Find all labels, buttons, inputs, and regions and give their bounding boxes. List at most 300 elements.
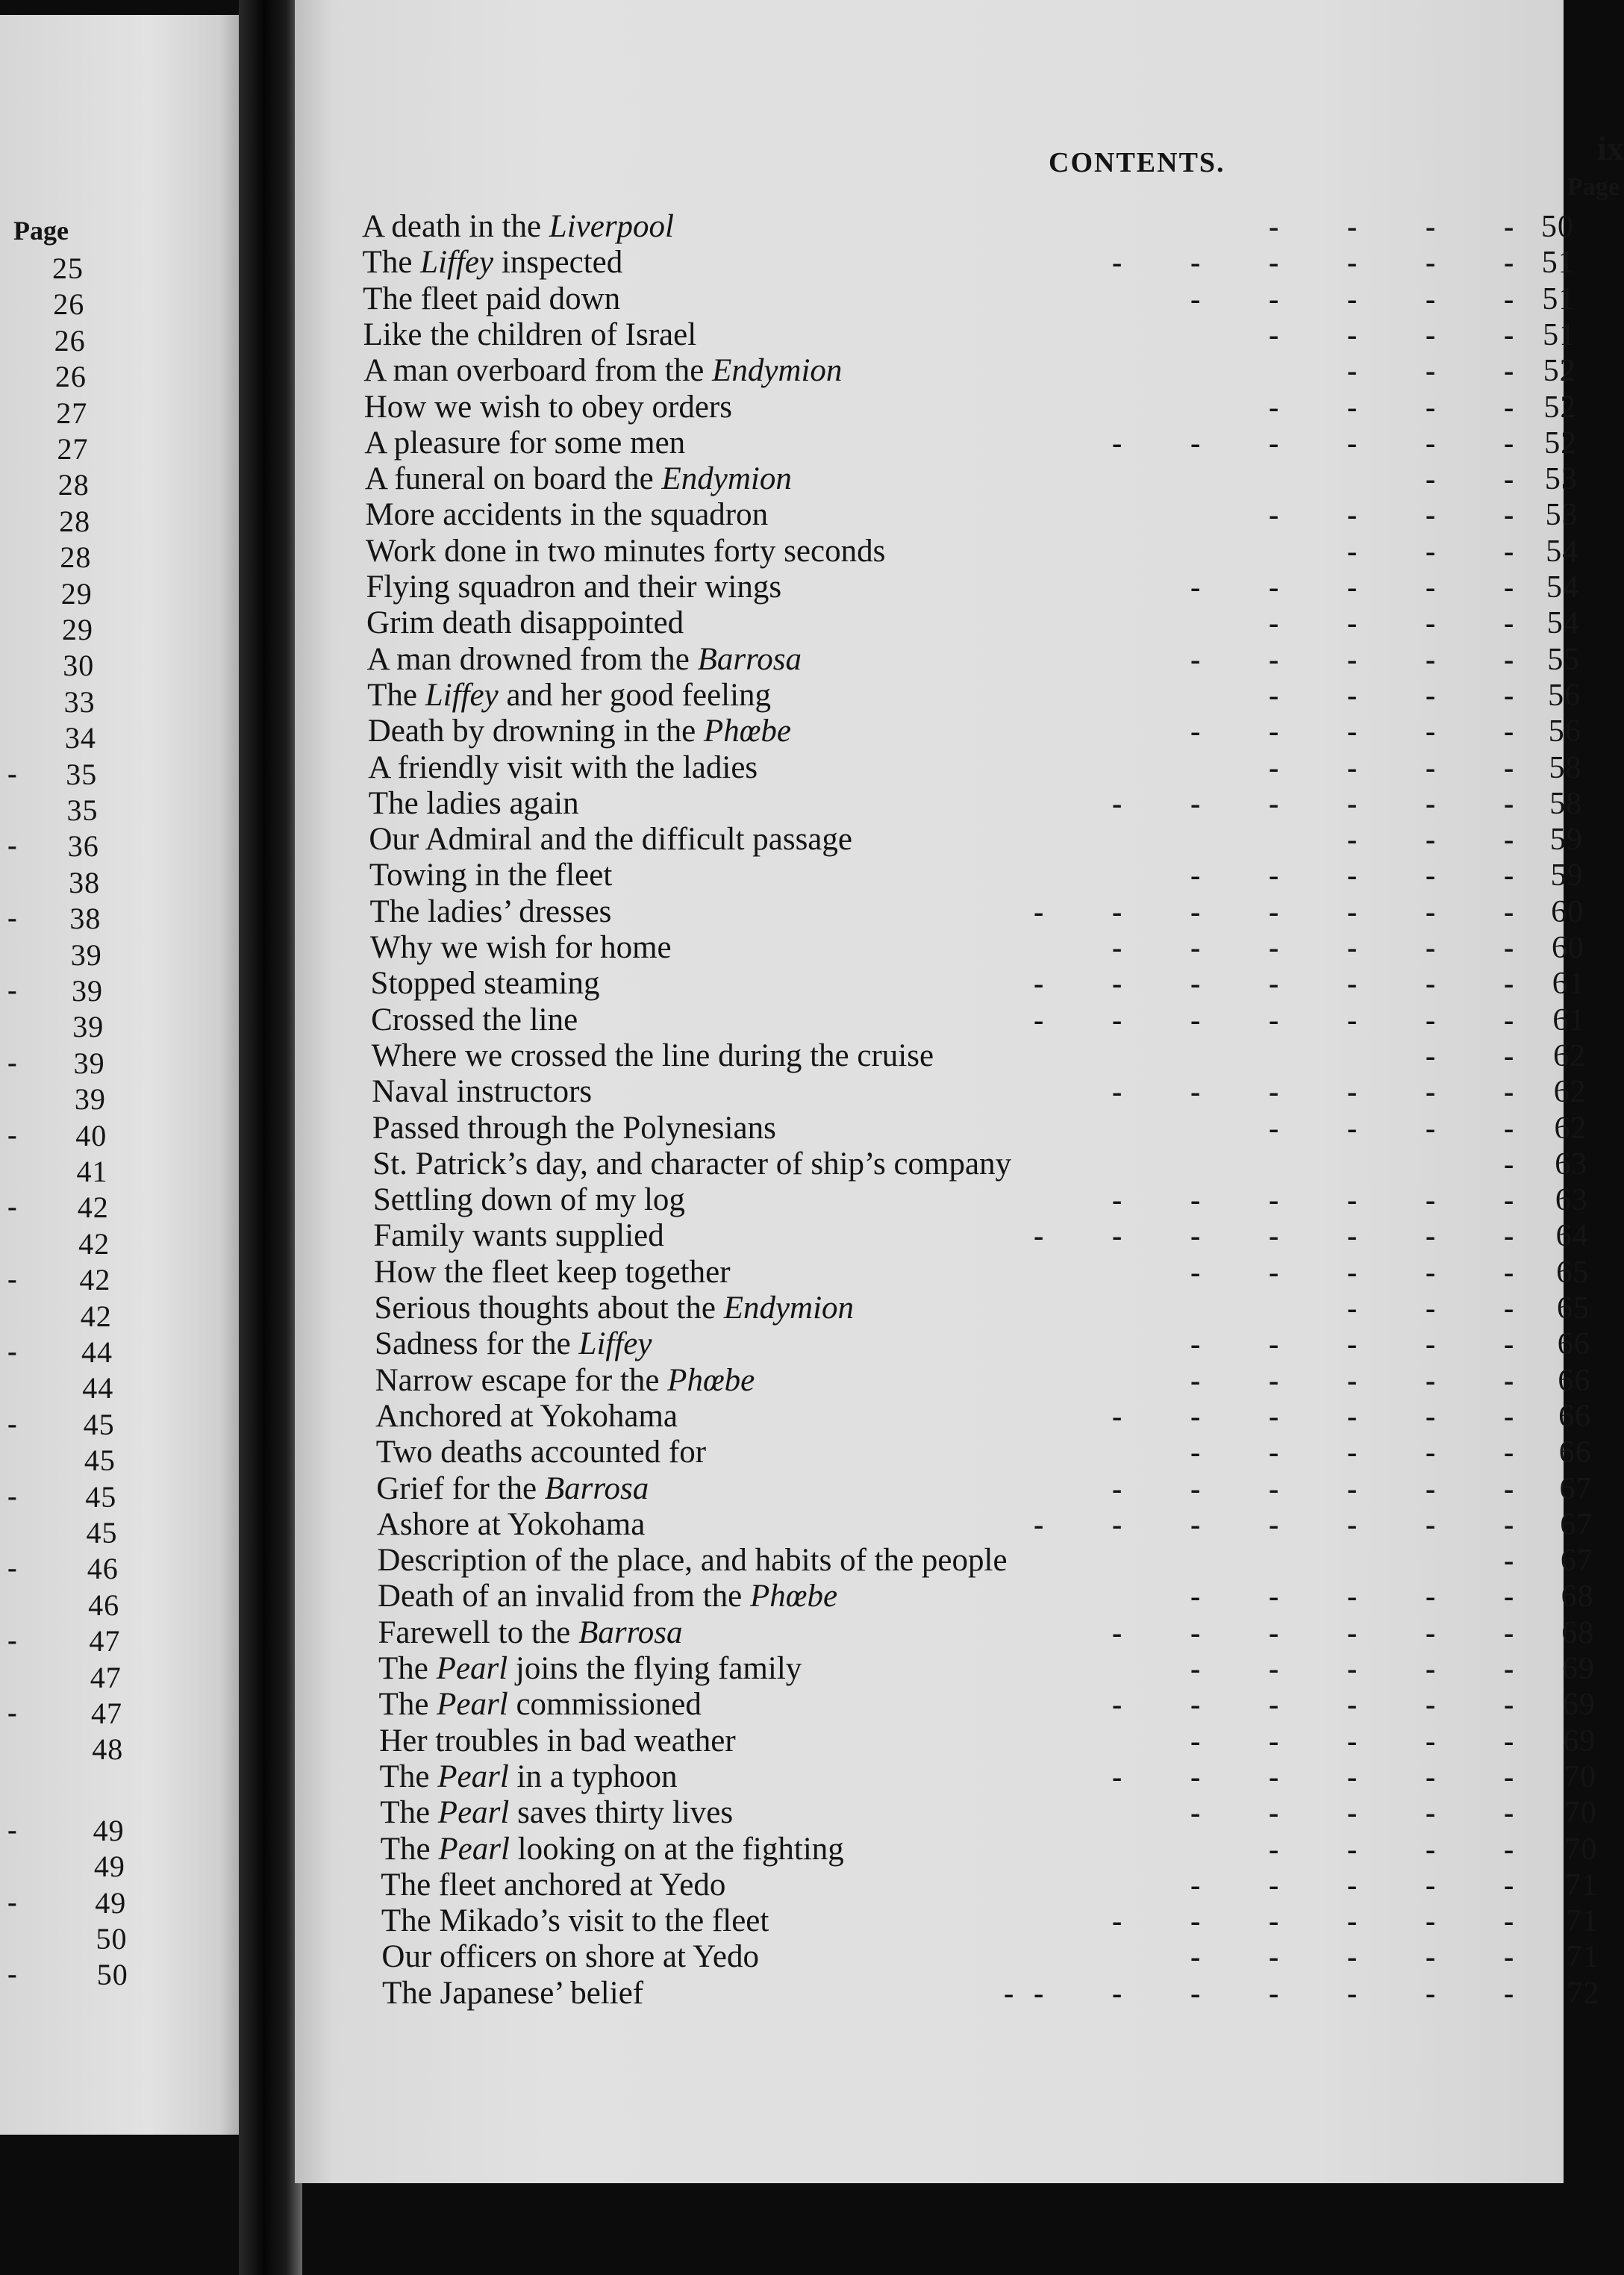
- contents-entry: [295, 1002, 1586, 1038]
- leader-dot: -: [1347, 1075, 1358, 1109]
- left-page-fragment: [0, 15, 250, 2135]
- leader-dot: -: [1112, 1399, 1122, 1433]
- contents-entry: [295, 461, 1578, 497]
- entry-title-text: Description of the place, and habits of the people: [377, 1543, 1008, 1579]
- leader-dot: -: [1112, 1219, 1122, 1253]
- leader-dot: -: [1504, 786, 1514, 820]
- entry-title-text: The: [379, 1758, 438, 1794]
- entry-title-text: Stopped steaming: [370, 966, 600, 1002]
- leader-dot: -: [1425, 390, 1436, 424]
- contents-entry: [295, 389, 1577, 425]
- entry-title: [363, 317, 697, 353]
- left-page-number: 42: [80, 1299, 112, 1333]
- leader-dot: -: [1269, 317, 1279, 352]
- entry-title-text: Work done in two minutes forty seconds: [365, 533, 886, 569]
- leader-dot: -: [1034, 1976, 1044, 2010]
- entry-page-number: 51: [1543, 317, 1576, 352]
- left-page-number: 46: [87, 1552, 119, 1586]
- entry-title-italic: Barrosa: [544, 1470, 649, 1506]
- left-page-number: 27: [56, 396, 88, 430]
- entry-title-text: Grief for the: [376, 1470, 545, 1506]
- entry-title-text: A death in the: [362, 209, 549, 244]
- leader-dot: -: [1425, 498, 1436, 532]
- left-page-number: 26: [53, 287, 85, 322]
- leader-dot: -: [1504, 1038, 1514, 1073]
- leader-dot: -: [1347, 967, 1358, 1001]
- leader-dot: -: [1190, 1652, 1201, 1685]
- leader-dot: -: [1425, 678, 1436, 712]
- leader-dot: -: [1269, 1507, 1279, 1541]
- entry-page-number: 60: [1552, 931, 1584, 965]
- leader-dot: -: [1504, 750, 1514, 784]
- leader-dot: -: [1504, 210, 1514, 243]
- contents-entry: [295, 1182, 1588, 1218]
- leader-dot: -: [1347, 1796, 1358, 1830]
- leader-dot: -: [1425, 1652, 1436, 1685]
- leader-dot: -: [1347, 786, 1358, 820]
- leader-dot: -: [1190, 1867, 1201, 1902]
- entry-title: [381, 1832, 844, 1867]
- entry-title-text: The: [367, 677, 425, 713]
- leader-dot: -: [1112, 894, 1122, 929]
- left-page-number: 38: [69, 902, 102, 936]
- leader-dot: -: [1504, 1507, 1514, 1541]
- contents-entry: [295, 245, 1575, 281]
- leader-dot: -: [1504, 570, 1514, 604]
- leader-dot: -: [1347, 1255, 1358, 1289]
- leader-dot: -: [1425, 246, 1436, 280]
- entry-title: [375, 1399, 678, 1435]
- entry-title-italic: Phœbe: [703, 714, 791, 749]
- entry-page-number: 66: [1558, 1399, 1592, 1434]
- entry-title: [377, 1543, 1007, 1579]
- entry-title-text: joins the flying family: [508, 1651, 802, 1686]
- leader-dot: -: [1504, 894, 1514, 929]
- leader-dot: -: [1347, 1615, 1358, 1650]
- book-gutter: [239, 0, 302, 2275]
- leader-dot: -: [1504, 498, 1514, 532]
- entry-page-number: 55: [1547, 642, 1581, 677]
- entry-title-text: Settling down of my log: [372, 1182, 685, 1218]
- leader-dot: -: [1190, 1759, 1201, 1794]
- contents-entry: [295, 1831, 1598, 1867]
- leader-dot: -: [1425, 1255, 1436, 1289]
- leader-dot: -: [1269, 786, 1279, 820]
- contents-entry: [295, 353, 1576, 389]
- leader-dot: -: [1425, 642, 1436, 676]
- left-page-number: 30: [63, 649, 95, 683]
- entry-title-text: Grim death disappointed: [366, 605, 684, 641]
- leader-dot: -: [1504, 1146, 1514, 1181]
- entry-page-number: 68: [1561, 1615, 1595, 1650]
- leader-dot: -: [1112, 1507, 1122, 1541]
- leader-dot: -: [1504, 354, 1514, 388]
- leader-dot: -: [1425, 281, 1436, 316]
- contents-entry: [295, 281, 1575, 317]
- entry-title-text: commissioned: [508, 1687, 702, 1723]
- left-page-number: 35: [66, 793, 99, 827]
- leader-dot: -: [1190, 1796, 1201, 1830]
- entry-page-number: 71: [1565, 1867, 1599, 1903]
- contents-entry: [295, 1506, 1593, 1543]
- left-page-leader-dot: -: [7, 1046, 17, 1079]
- entry-title-text: Flying squadron and their wings: [366, 569, 782, 605]
- contents-entry: [295, 1614, 1595, 1651]
- leader-dot: -: [1190, 1723, 1201, 1758]
- leader-dot: -: [1347, 1219, 1358, 1253]
- leader-dot: -: [1269, 931, 1279, 964]
- leader-dot: -: [1269, 642, 1279, 676]
- entry-page-number: 61: [1552, 1002, 1586, 1037]
- leader-dot: -: [1269, 1255, 1279, 1289]
- left-page-number: 49: [95, 1885, 127, 1920]
- contents-entry: [295, 714, 1581, 749]
- entry-title-text: Naval instructors: [372, 1074, 593, 1110]
- leader-dot: -: [1425, 1615, 1436, 1650]
- contents-entry: [295, 749, 1582, 786]
- leader-dot: -: [1347, 390, 1358, 424]
- leader-dot: -: [1190, 1399, 1201, 1433]
- entry-title: [362, 209, 674, 245]
- leader-dot: -: [1347, 1832, 1358, 1866]
- leader-dot: -: [1347, 894, 1358, 929]
- leader-dot: -: [1504, 1867, 1514, 1902]
- leader-dot: -: [1425, 462, 1436, 496]
- leader-dot: -: [1112, 1688, 1122, 1722]
- leader-dot: -: [1347, 823, 1358, 857]
- leader-dot: -: [1190, 1507, 1201, 1541]
- entry-title-text: Serious thoughts about the: [374, 1291, 724, 1326]
- entry-title: [372, 1074, 592, 1110]
- contents-entry: [295, 822, 1583, 858]
- leader-dot: -: [1347, 931, 1358, 964]
- entry-title-text: Like the children of Israel: [363, 316, 697, 352]
- entry-page-number: 66: [1557, 1327, 1590, 1362]
- contents-entry: [295, 1579, 1594, 1614]
- leader-dot: -: [1504, 714, 1514, 749]
- leader-dot: -: [1190, 1363, 1201, 1397]
- entry-title: [378, 1651, 802, 1687]
- leader-dot: -: [1269, 1652, 1279, 1685]
- leader-dot: -: [1190, 858, 1201, 893]
- leader-dot: -: [1425, 1471, 1436, 1505]
- contents-entry: [295, 893, 1584, 930]
- leader-dot: -: [1269, 894, 1279, 929]
- entry-page-number: 52: [1543, 354, 1576, 389]
- contents-entry: [295, 1435, 1592, 1470]
- leader-dot: -: [1504, 606, 1514, 640]
- leader-dot: -: [1034, 894, 1044, 929]
- leader-dot: -: [1269, 1363, 1279, 1397]
- leader-dot: -: [1504, 1579, 1514, 1614]
- leader-dot: -: [1112, 1976, 1122, 2010]
- leader-dot: -: [1112, 1002, 1122, 1037]
- entry-title-text: Narrow escape for the: [375, 1362, 668, 1398]
- leader-dot: -: [1269, 1579, 1279, 1614]
- entry-page-number: 51: [1542, 281, 1575, 316]
- entry-title: [363, 281, 620, 317]
- leader-dot: -: [1190, 1471, 1201, 1505]
- leader-dot: -: [1004, 1976, 1014, 2010]
- left-page-number: 25: [52, 252, 84, 285]
- leader-dot: -: [1269, 1327, 1279, 1361]
- leader-dot: -: [1269, 1759, 1279, 1794]
- leader-dot: -: [1347, 750, 1358, 784]
- entry-page-number: 66: [1558, 1363, 1591, 1398]
- leader-dot: -: [1034, 1002, 1044, 1037]
- entry-page-number: 63: [1555, 1146, 1588, 1182]
- entry-title: [372, 1146, 1011, 1182]
- left-page-leader-dot: -: [7, 1480, 17, 1512]
- leader-dot: -: [1504, 1255, 1514, 1289]
- leader-dot: -: [1425, 1183, 1436, 1217]
- contents-entry: [295, 1795, 1597, 1831]
- left-page-number: 39: [74, 1082, 106, 1117]
- leader-dot: -: [1504, 1544, 1514, 1578]
- entry-page-number: 65: [1557, 1291, 1590, 1326]
- entry-page-number: 65: [1556, 1255, 1590, 1290]
- entry-title-italic: Pearl: [437, 1758, 509, 1794]
- leader-dot: -: [1347, 1183, 1358, 1217]
- leader-dot: -: [1504, 1615, 1514, 1650]
- leader-dot: -: [1504, 534, 1514, 568]
- leader-dot: -: [1190, 1327, 1201, 1361]
- leader-dot: -: [1190, 1904, 1201, 1938]
- entry-title: [380, 1759, 678, 1795]
- leader-dot: -: [1347, 1111, 1358, 1145]
- entry-title-italic: Pearl: [438, 1831, 510, 1867]
- leader-dot: -: [1112, 786, 1122, 820]
- leader-dot: -: [1425, 1796, 1436, 1830]
- leader-dot: -: [1504, 317, 1514, 352]
- entry-title: [372, 1038, 934, 1074]
- entry-title-text: Crossed the line: [371, 1002, 578, 1037]
- leader-dot: -: [1347, 1363, 1358, 1397]
- leader-dot: -: [1269, 1219, 1279, 1253]
- left-page-number: 27: [57, 432, 89, 466]
- leader-dot: -: [1425, 1688, 1436, 1722]
- left-page-leader-dot: -: [7, 975, 17, 1006]
- leader-dot: -: [1504, 823, 1514, 857]
- leader-dot: -: [1269, 1796, 1279, 1830]
- entry-title-italic: Pearl: [437, 1795, 510, 1831]
- left-page-number: 44: [81, 1335, 113, 1369]
- left-page-number: 42: [79, 1263, 111, 1297]
- leader-dot: -: [1190, 1615, 1201, 1650]
- leader-dot: -: [1504, 1723, 1514, 1758]
- entry-title: [367, 678, 771, 714]
- contents-entry: [295, 1543, 1593, 1579]
- entry-page-number: 56: [1548, 678, 1581, 713]
- leader-dot: -: [1425, 606, 1436, 640]
- contents-entry: [295, 1470, 1593, 1507]
- leader-dot: -: [1347, 1471, 1358, 1505]
- left-page-number: 36: [67, 829, 99, 864]
- contents-entry: [295, 1758, 1597, 1795]
- left-page-number: 35: [66, 757, 98, 791]
- leader-dot: -: [1190, 967, 1201, 1001]
- leader-dot: -: [1269, 1904, 1279, 1938]
- leader-dot: -: [1347, 246, 1358, 280]
- entry-title-text: Passed through the Polynesians: [372, 1110, 776, 1146]
- entry-page-number: 56: [1548, 714, 1581, 749]
- entry-title-italic: Barrosa: [578, 1614, 683, 1650]
- leader-dot: -: [1504, 246, 1514, 280]
- leader-dot: -: [1112, 425, 1122, 460]
- leader-dot: -: [1425, 534, 1436, 568]
- entry-title: [375, 1363, 755, 1399]
- leader-dot: -: [1504, 1940, 1514, 1974]
- entry-page-number: 58: [1549, 750, 1582, 785]
- left-page-number: 33: [63, 684, 96, 719]
- entry-title: [369, 822, 852, 858]
- leader-dot: -: [1504, 858, 1514, 893]
- contents-entry: [295, 1723, 1596, 1759]
- entry-page-number: 53: [1545, 498, 1578, 533]
- entry-page-number: 58: [1549, 786, 1583, 821]
- left-page-number: 42: [77, 1190, 109, 1225]
- entry-title-italic: Endymion: [661, 461, 792, 497]
- left-page-number: 45: [85, 1479, 117, 1514]
- left-page-number: 28: [60, 540, 92, 575]
- leader-dot: -: [1425, 750, 1436, 784]
- leader-dot: -: [1269, 606, 1279, 640]
- leader-dot: -: [1190, 1435, 1201, 1470]
- leader-dot: -: [1269, 967, 1279, 1001]
- leader-dot: -: [1112, 1075, 1122, 1109]
- entry-page-number: 69: [1562, 1688, 1596, 1723]
- left-page-number: 39: [73, 1046, 105, 1080]
- leader-dot: -: [1504, 678, 1514, 712]
- entry-page-number: 62: [1554, 1111, 1587, 1146]
- leader-dot: -: [1269, 1399, 1279, 1433]
- contents-entry: [295, 1975, 1600, 2012]
- leader-dot: -: [1269, 425, 1279, 460]
- entry-title-text: Towing in the fleet: [369, 858, 613, 893]
- leader-dot: -: [1504, 1471, 1514, 1505]
- left-page-number: 26: [54, 323, 86, 358]
- entry-title-text: The ladies again: [368, 785, 579, 821]
- leader-dot: -: [1347, 1688, 1358, 1722]
- leader-dot: -: [1504, 1183, 1514, 1217]
- entry-title-italic: Phœbe: [667, 1362, 755, 1398]
- left-page-leader-dot: -: [7, 1697, 17, 1729]
- entry-title-text: The fleet paid down: [363, 281, 621, 316]
- entry-title-text: The fleet anchored at Yedo: [381, 1867, 726, 1903]
- entry-title-text: Ashore at Yokohama: [376, 1506, 646, 1542]
- left-page-number: 29: [62, 613, 93, 646]
- left-page-number: 47: [90, 1660, 122, 1694]
- leader-dot: -: [1425, 1507, 1436, 1541]
- leader-dot: -: [1269, 498, 1279, 532]
- leader-dot: -: [1190, 281, 1201, 316]
- entry-page-number: 64: [1555, 1219, 1589, 1254]
- leader-dot: -: [1425, 1363, 1436, 1397]
- leader-dot: -: [1425, 714, 1436, 749]
- entry-page-number: 71: [1566, 1940, 1599, 1975]
- leader-dot: -: [1112, 931, 1122, 964]
- leader-dot: -: [1190, 894, 1201, 929]
- leader-dot: -: [1504, 642, 1514, 676]
- entry-title: [368, 750, 758, 786]
- leader-dot: -: [1190, 1075, 1201, 1109]
- leader-dot: -: [1425, 425, 1436, 460]
- leader-dot: -: [1425, 1867, 1436, 1902]
- left-page-column-label: Page: [13, 216, 69, 246]
- entry-title-text: How the fleet keep together: [373, 1254, 731, 1290]
- entry-page-number: 51: [1541, 246, 1575, 281]
- leader-dot: -: [1504, 1327, 1514, 1361]
- entry-title-text: A funeral on board the: [364, 461, 662, 497]
- entry-title: [381, 1939, 759, 1975]
- contents-entry: [295, 1939, 1599, 1975]
- contents-entry: [295, 966, 1585, 1002]
- contents-entry: [295, 1146, 1588, 1182]
- leader-dot: -: [1347, 1867, 1358, 1902]
- leader-dot: -: [1347, 642, 1358, 676]
- entry-title: [373, 1182, 685, 1218]
- leader-dot: -: [1347, 1002, 1358, 1037]
- contents-page: [295, 0, 1624, 2183]
- entry-page-number: 62: [1553, 1075, 1587, 1110]
- entry-title-italic: Barrosa: [697, 641, 802, 677]
- leader-dot: -: [1347, 210, 1358, 243]
- contents-entry: [295, 1867, 1599, 1903]
- leader-dot: -: [1190, 1183, 1201, 1217]
- leader-dot: -: [1347, 317, 1358, 352]
- leader-dot: -: [1425, 1904, 1436, 1938]
- leader-dot: -: [1425, 1976, 1436, 2010]
- entry-title-italic: Pearl: [436, 1651, 508, 1686]
- entry-page-number: 67: [1560, 1507, 1593, 1542]
- leader-dot: -: [1190, 1002, 1201, 1037]
- leader-dot: -: [1269, 210, 1279, 243]
- leader-dot: -: [1269, 858, 1279, 893]
- leader-dot: -: [1347, 1723, 1358, 1758]
- entry-title-text: The ladies’ dresses: [369, 893, 612, 929]
- leader-dot: -: [1034, 1219, 1044, 1253]
- contents-entry: [295, 1074, 1587, 1110]
- leader-dot: -: [1190, 1688, 1201, 1722]
- entry-title: [382, 1976, 643, 2012]
- leader-dot: -: [1347, 570, 1358, 604]
- entry-title: [380, 1795, 733, 1831]
- left-page-leader-dot: -: [7, 1336, 17, 1367]
- entry-title-text: The Japanese’ belief: [381, 1975, 644, 2011]
- entry-title-text: The: [380, 1831, 439, 1867]
- left-page-number: 45: [86, 1516, 118, 1550]
- leader-dot: -: [1504, 967, 1514, 1001]
- entry-title-text: Where we crossed the line during the cruise: [371, 1037, 934, 1073]
- left-page-leader-dot: -: [7, 1191, 17, 1223]
- left-page-leader-dot: -: [7, 1264, 17, 1296]
- left-page-leader-dot: -: [7, 1119, 17, 1151]
- entry-page-number: 71: [1565, 1904, 1599, 1939]
- left-page-leader-dot: -: [7, 902, 17, 934]
- entry-title: [370, 930, 672, 966]
- left-page-number: 44: [82, 1371, 114, 1405]
- left-page-number: 45: [84, 1444, 116, 1478]
- leader-dot: -: [1504, 1111, 1514, 1145]
- entry-title-italic: Phœbe: [750, 1579, 838, 1614]
- entry-page-number: 69: [1563, 1723, 1596, 1758]
- leader-dot: -: [1425, 354, 1436, 388]
- leader-dot: -: [1425, 1579, 1436, 1614]
- entry-page-number: 54: [1546, 606, 1580, 641]
- entry-title-italic: Liverpool: [549, 209, 674, 244]
- entry-title-text: More accidents in the squadron: [365, 497, 769, 533]
- leader-dot: -: [1269, 1075, 1279, 1109]
